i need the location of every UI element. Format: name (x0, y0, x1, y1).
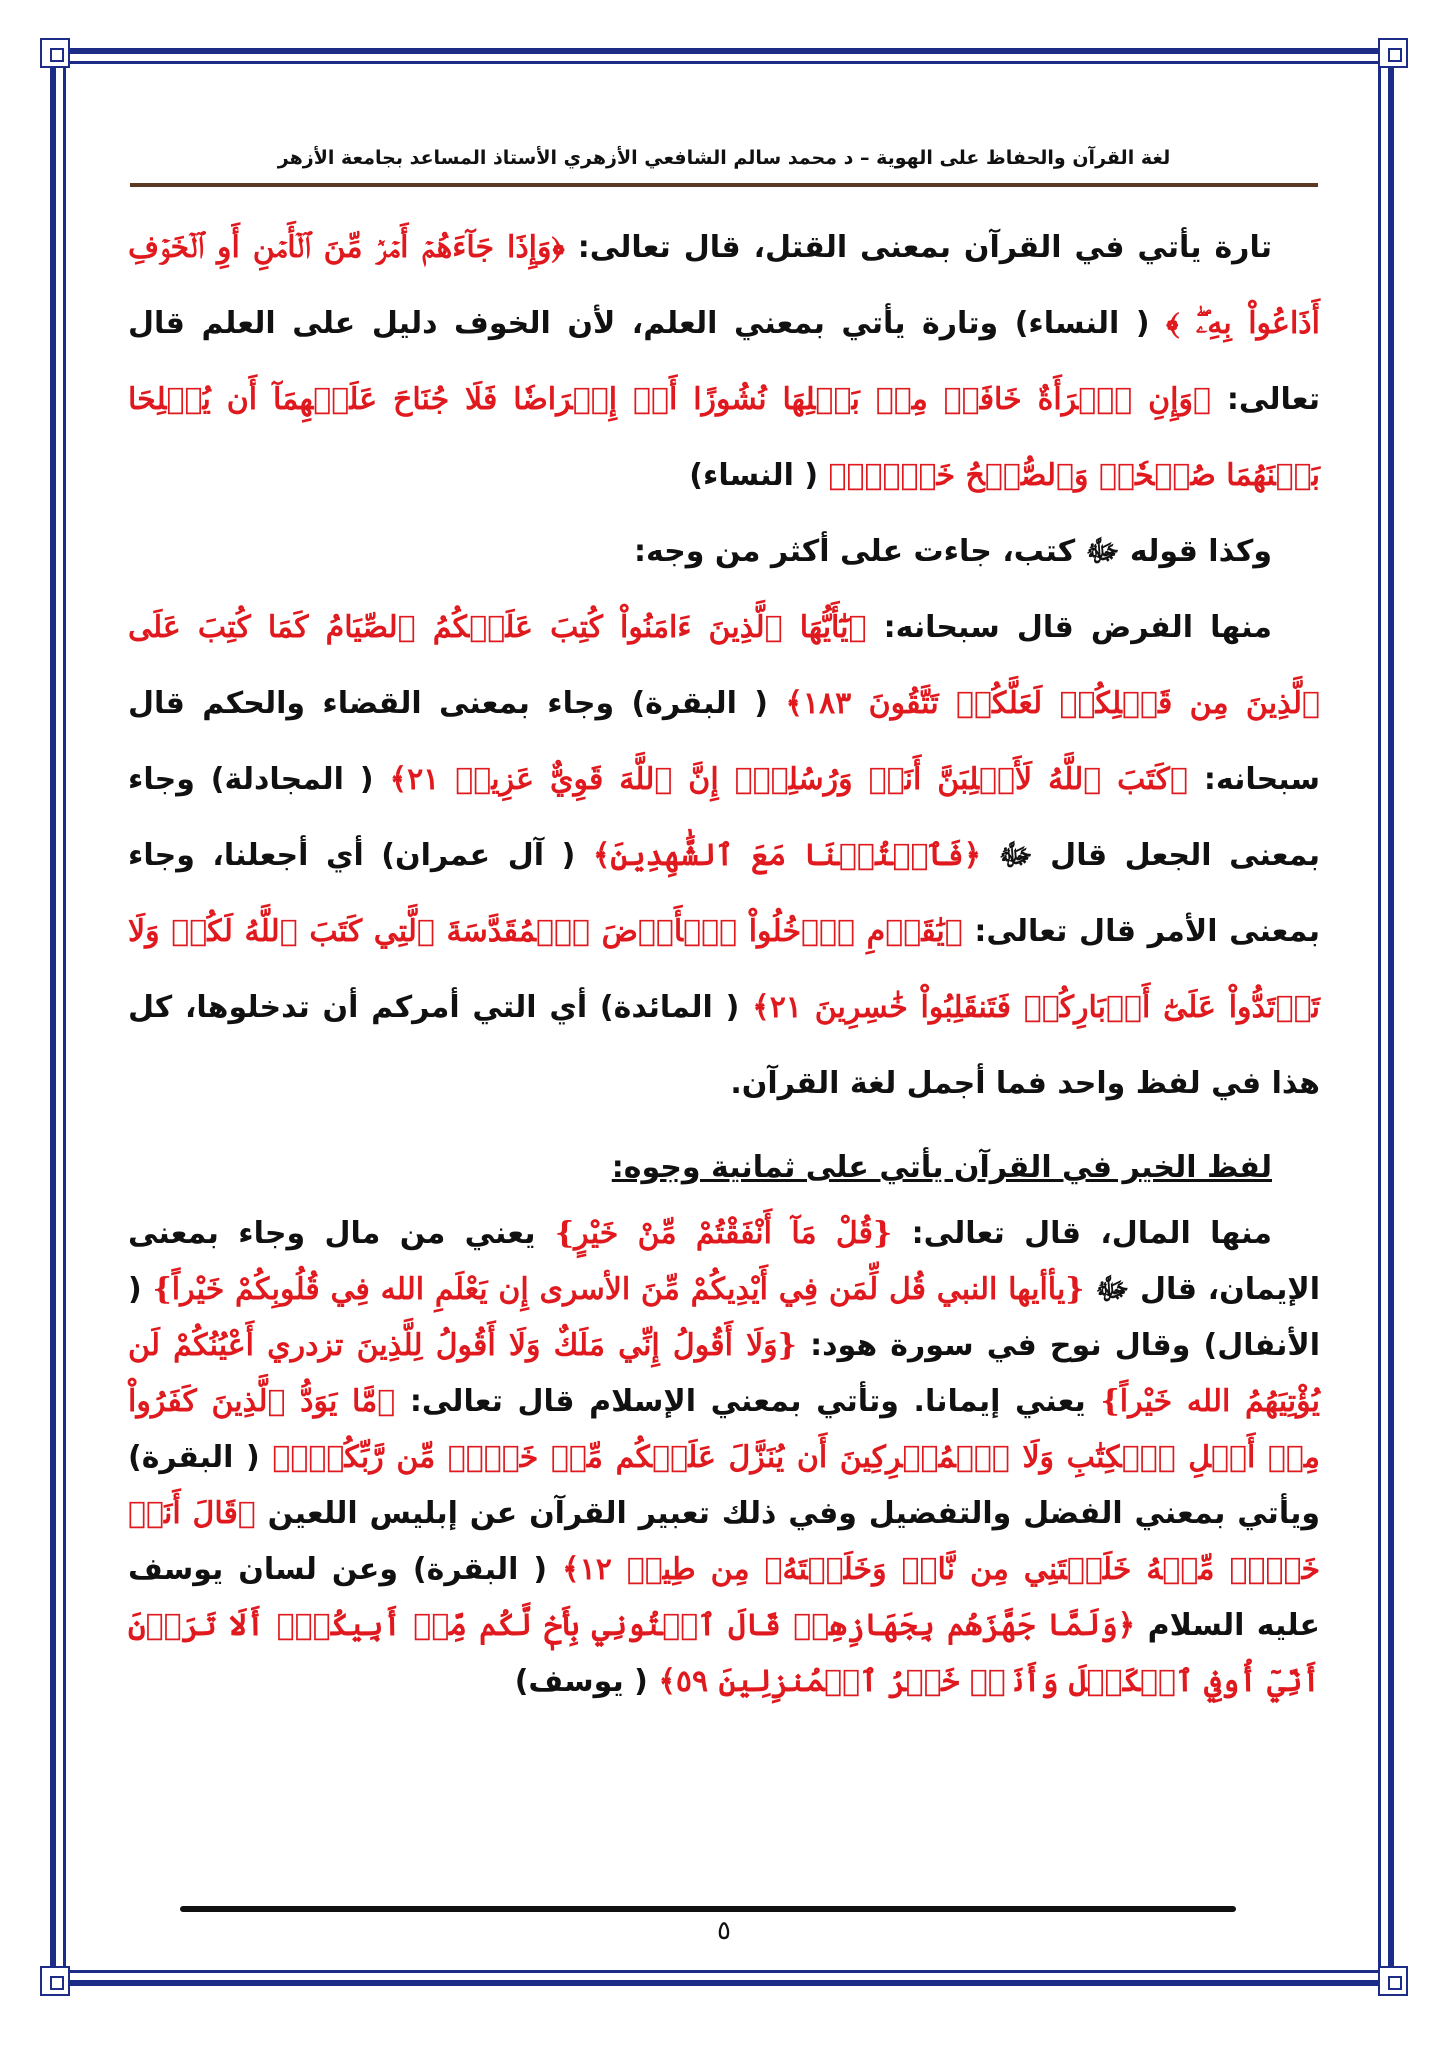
section-heading: لفظ الخير في القرآن يأتي على ثمانية وجوه: (611, 1150, 1272, 1185)
body-text: ( البقرة) ويأتي بمعني الفضل والتفضيل وفي ذلك تعبير القرآن عن إبليس اللعين (128, 1440, 1320, 1531)
quran-verse: {قُلْ مَآ أَنْفَقْتُمْ مِّنْ خَيْرٍ} (554, 1216, 893, 1251)
quran-verse: ﴿وَإِنِ ٱمۡرَأَةٌ خَافَتۡ مِنۢ بَعۡلِهَا نُشُوزًا أَوۡ إِعۡرَاضٗا فَلَا جُنَاحَ عَلَيۡهِمَآ أَن يُصۡلِحَا بَيۡنَهُمَا صُلۡحٗاۚ وَٱلصُّلۡحُ خَيۡرٞۗ﴾ (128, 382, 1320, 493)
body-text: ( النساء) (689, 458, 829, 493)
quran-verse: ﴿فَٱكۡتُبۡنَا مَعَ ٱلشَّٰهِدِينَ﴾ (592, 838, 982, 873)
quran-verse: ﴿وَلَمَّا جَهَّزَهُم بِجَهَازِهِمۡ قَالَ ٱئۡتُونِي بِأَخٖ لَّكُم مِّنۡ أَبِيكُمۡۚ أَلَا تَرَوۡنَ أَنِّيٓ أُوفِي ٱلۡكَيۡلَ وَأَنَا۠ خَيۡرُ ٱلۡمُنزِلِينَ ٥٩﴾ (128, 1608, 1320, 1699)
corner-ornament-top-right (1378, 38, 1408, 68)
quran-verse: {وَلَا أَقُولُ إِنِّي مَلَكٌ وَلَا أَقُولُ لِلَّذِينَ تزدري أَعْيُنُكُمْ لَن يُؤْتِيَهُمُ الله خَيْراً} (128, 1328, 1320, 1419)
quran-verse: ﴿يَٰٓأَيُّهَا ٱلَّذِينَ ءَامَنُواْ كُتِبَ عَلَيۡكُمُ ٱلصِّيَامُ كَمَا كُتِبَ عَلَى ٱلَّذِينَ مِن قَبۡلِكُمۡ لَعَلَّكُمۡ تَتَّقُونَ ١٨٣﴾ (128, 610, 1320, 721)
body-text: يعني من مال وجاء بمعنى الإيمان، قال ﷻ (128, 1216, 1321, 1307)
paragraph-4 (128, 1206, 1320, 1710)
paragraph-3 (128, 590, 1320, 1122)
body-text: يعني إيمانا. وتأتي بمعني الإسلام قال تعالى: (395, 1384, 1101, 1419)
body-text: وكذا قوله ﷻ كتب، جاءت على أكثر من وجه: (633, 534, 1272, 569)
body-text: ( البقرة) وجاء بمعنى القضاء والحكم قال سبحانه: (128, 686, 1320, 797)
body-text: منها الفرض قال سبحانه: (866, 610, 1273, 645)
body-text: ( المجادلة) وجاء بمعنى الجعل قال ﷻ (128, 762, 1321, 873)
page-number: ٥ (717, 1916, 731, 1946)
body-text: تارة يأتي في القرآن بمعنى القتل، قال تعالى: (564, 230, 1272, 265)
paragraph-2 (128, 514, 1320, 590)
quran-verse: {يأأيها النبي قُل لِّمَن فِي أَيْدِيكُمْ مِّنَ الأسرى إِن يَعْلَمِ الله فِي قُلُوبِكُمْ خَيْراً} (152, 1272, 1085, 1307)
body-text: منها المال، قال تعالى: (892, 1216, 1272, 1251)
footer-divider (180, 1906, 1236, 1912)
corner-ornament-top-left (40, 38, 70, 68)
corner-ornament-bottom-right (1378, 1966, 1408, 1996)
quran-verse: ﴿يَٰقَوۡمِ ٱدۡخُلُواْ ٱلۡأَرۡضَ ٱلۡمُقَدَّسَةَ ٱلَّتِي كَتَبَ ٱللَّهُ لَكُمۡ وَلَا تَرۡتَدُّواْ عَلَىٰٓ أَدۡبَارِكُمۡ فَتَنقَلِبُواْ خَٰسِرِينَ ٢١﴾ (128, 914, 1320, 1025)
corner-ornament-bottom-left (40, 1966, 70, 1996)
quran-verse: ﴿قَالَ أَنَا۠ خَيۡرٞ مِّنۡهُ خَلَقۡتَنِي مِن نَّارٖ وَخَلَقۡتَهُۥ مِن طِينٖ ١٢﴾ (128, 1496, 1321, 1587)
running-header: لغة القرآن والحفاظ على الهوية – د محمد سالم الشافعي الأزهري الأستاذ المساعد بجامعة الأزهر (277, 147, 1171, 169)
quran-verse: ﴿كَتَبَ ٱللَّهُ لَأَغۡلِبَنَّ أَنَا۠ وَرُسُلِيٓۚ إِنَّ ٱللَّهَ قَوِيٌّ عَزِيزٞ ٢١﴾ (389, 762, 1188, 797)
body-text: ( النساء) وتارة يأتي بمعني العلم، لأن الخوف دليل على العلم قال تعالى: (128, 306, 1321, 417)
body-text: ( آل عمران) أي أجعلنا، وجاء بمعنى الأمر قال تعالى: (128, 838, 1320, 949)
page-body (128, 210, 1320, 1740)
quran-verse: ﴿وَإِذَا جَآءَهُمۡ أَمۡرٞ مِّنَ ٱلۡأَمۡنِ أَوِ ٱلۡخَوۡفِ أَذَاعُواْ بِهِۦۖ ﴾ (128, 230, 1320, 341)
body-text: ( يوسف) (514, 1664, 659, 1699)
body-text: ( البقرة) وعن لسان يوسف عليه السلام (128, 1552, 1320, 1643)
body-text: ( الأنفال) وقال نوح في سورة هود: (128, 1272, 1320, 1363)
paragraph-1 (128, 210, 1320, 514)
quran-verse: ﴿مَّا يَوَدُّ ٱلَّذِينَ كَفَرُواْ مِنۡ أَهۡلِ ٱلۡكِتَٰبِ وَلَا ٱلۡمُشۡرِكِينَ أَن يُنَزَّلَ عَلَيۡكُم مِّنۡ خَيۡرٖ مِّن رَّبِّكُمۡۚ﴾ (128, 1384, 1320, 1475)
header-divider (130, 183, 1318, 187)
body-text: ( المائدة) أي التي أمركم أن تدخلوها، كل هذا في لفظ واحد فما أجمل لغة القرآن. (128, 990, 1320, 1101)
